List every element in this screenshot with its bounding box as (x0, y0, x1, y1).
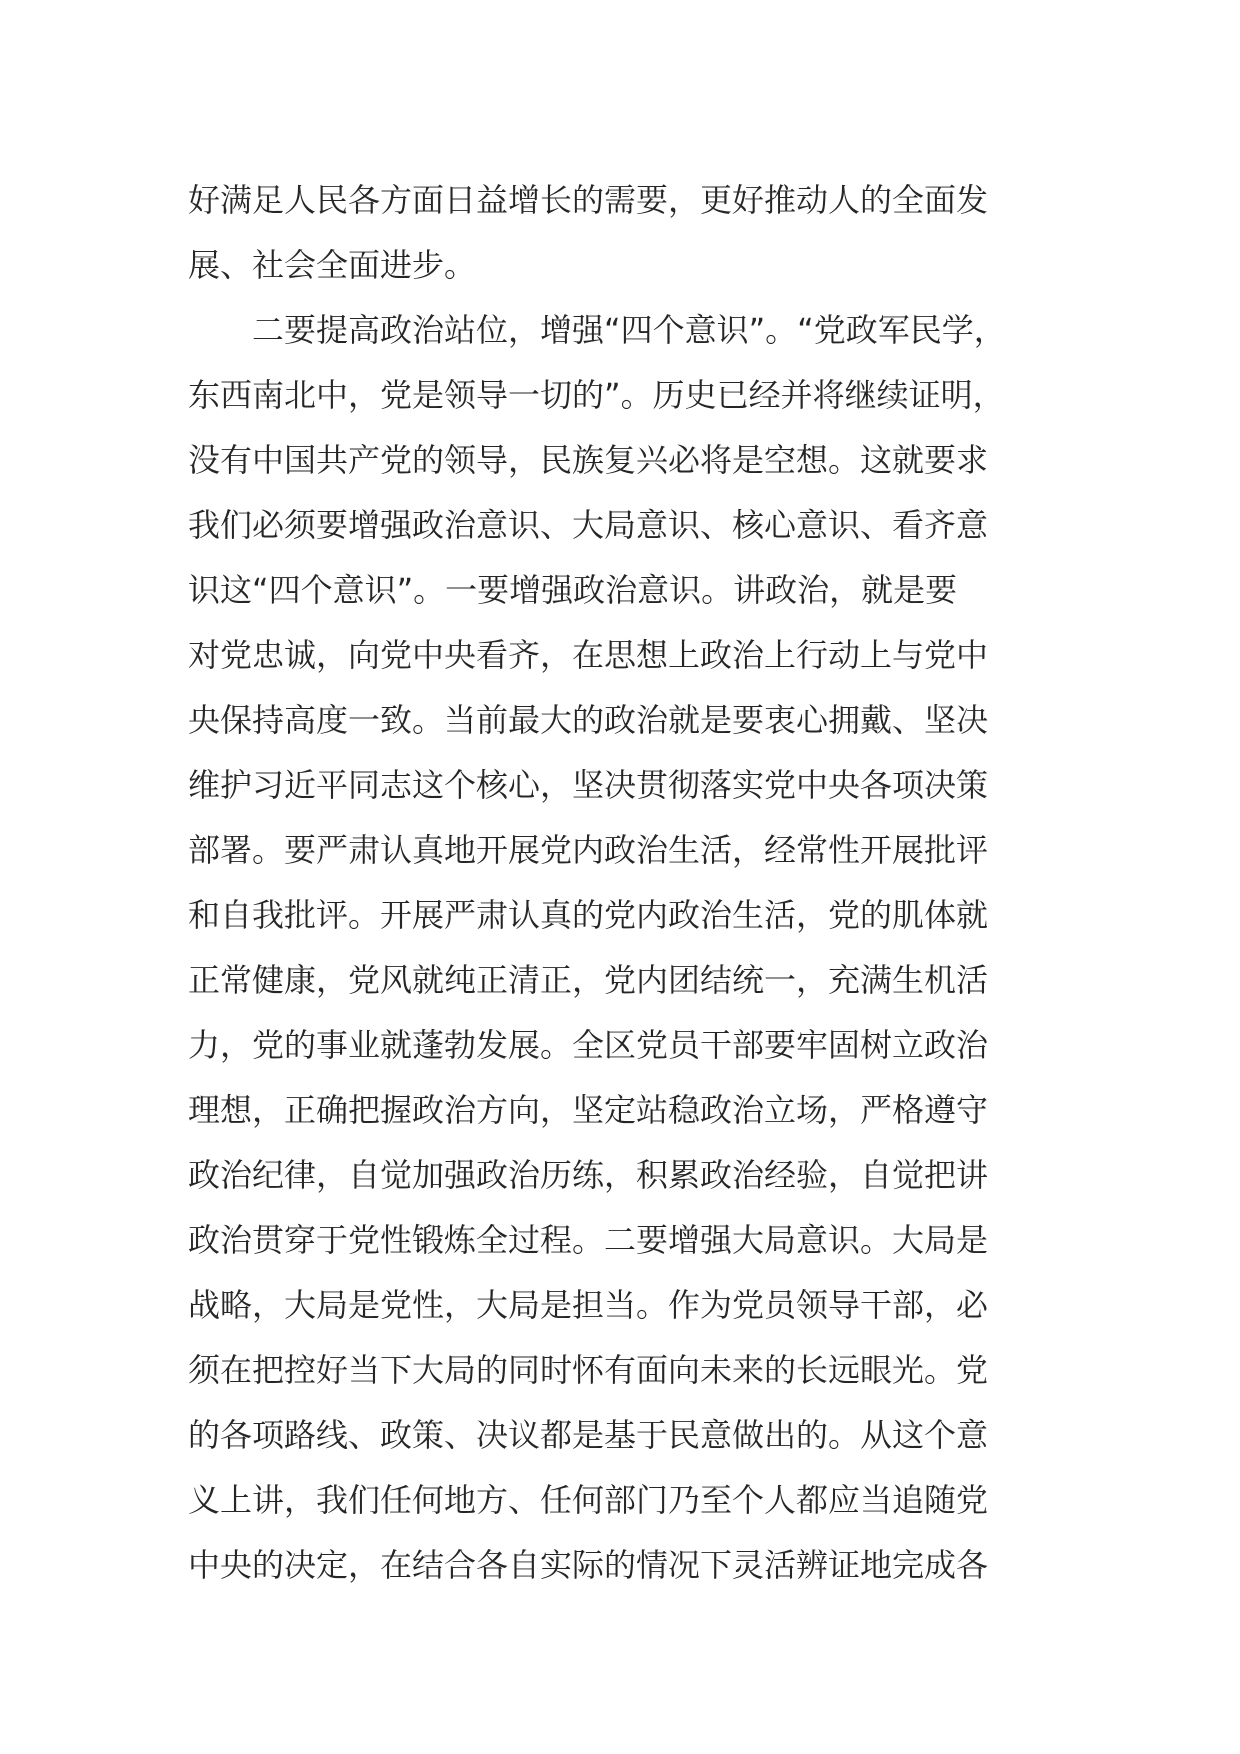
text-line-10: 维护习近平同志这个核心，坚决贯彻落实党中央各项决策 (188, 766, 989, 804)
text-line-14: 力，党的事业就蓬勃发展。全区党员干部要牢固树立政治 (188, 1026, 989, 1064)
text-line-2: 展、社会全面进步。 (188, 246, 477, 284)
text-line-8: 对党忠诚，向党中央看齐，在思想上政治上行动上与党中 (188, 636, 989, 674)
text-line-11: 部署。要严肃认真地开展党内政治生活，经常性开展批评 (188, 831, 989, 869)
text-line-21: 义上讲，我们任何地方、任何部门乃至个人都应当追随党 (188, 1481, 989, 1519)
text-line-5: 没有中国共产党的领导，民族复兴必将是空想。这就要求 (188, 441, 989, 479)
text-line-22: 中央的决定，在结合各自实际的情况下灵活辨证地完成各 (188, 1546, 989, 1584)
text-line-16: 政治纪律，自觉加强政治历练，积累政治经验，自觉把讲 (188, 1156, 989, 1194)
text-line-15: 理想，正确把握政治方向，坚定站稳政治立场，严格遵守 (188, 1091, 989, 1129)
text-line-12: 和自我批评。开展严肃认真的党内政治生活，党的肌体就 (188, 896, 989, 934)
text-line-9: 央保持高度一致。当前最大的政治就是要衷心拥戴、坚决 (188, 701, 989, 739)
text-line-17: 政治贯穿于党性锻炼全过程。二要增强大局意识。大局是 (188, 1221, 989, 1259)
text-line-1: 好满足人民各方面日益增长的需要，更好推动人的全面发 (188, 181, 989, 219)
text-line-7: 识这“四个意识”。一要增强政治意识。讲政治，就是要 (188, 571, 958, 609)
text-line-18: 战略，大局是党性，大局是担当。作为党员领导干部，必 (188, 1286, 989, 1324)
text-line-20: 的各项路线、政策、决议都是基于民意做出的。从这个意 (188, 1416, 989, 1454)
body-text (188, 168, 1088, 1598)
text-line-6: 我们必须要增强政治意识、大局意识、核心意识、看齐意 (188, 506, 989, 544)
text-line-4: 东西南北中，党是领导一切的”。历史已经并将继续证明， (188, 376, 1005, 414)
text-line-13: 正常健康，党风就纯正清正，党内团结统一，充满生机活 (188, 961, 989, 999)
text-line-3: 二要提高政治站位，增强“四个意识”。“党政军民学， (188, 311, 1006, 349)
text-line-19: 须在把控好当下大局的同时怀有面向未来的长远眼光。党 (188, 1351, 989, 1389)
